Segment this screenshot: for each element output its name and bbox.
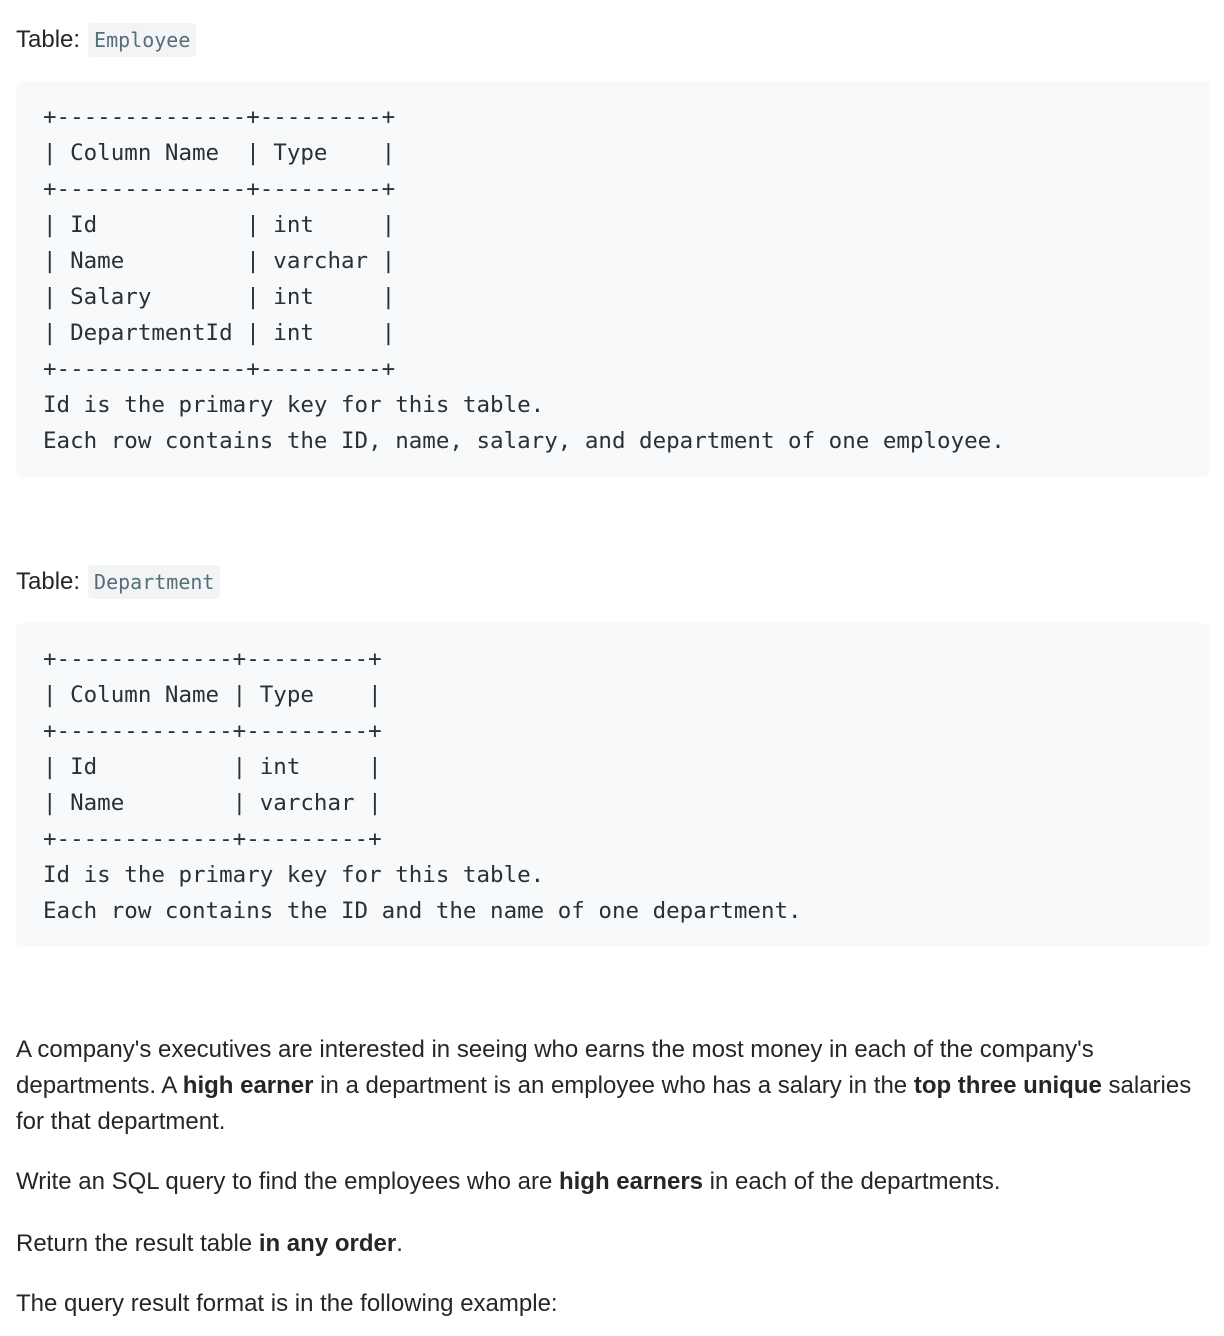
text-run: in each of the departments. (703, 1168, 1001, 1195)
schema-line: +-------------+---------+ (43, 646, 382, 672)
schema-note: Each row contains the ID and the name of one department. (43, 898, 802, 924)
schema-line: | Column Name | Type | (43, 682, 382, 708)
department-schema-block (16, 623, 1210, 947)
department-table-name: Department (88, 565, 220, 599)
schema-line: +--------------+---------+ (43, 176, 396, 202)
description-paragraph (16, 1032, 1210, 1140)
schema-line: +-------------+---------+ (43, 826, 382, 852)
text-run: salaries for that department. (16, 1072, 1192, 1135)
task-paragraph (16, 1164, 1210, 1200)
text-run: in a department is an employee who has a salary in the (313, 1072, 914, 1099)
schema-note: Id is the primary key for this table. (43, 392, 545, 418)
schema-note: Each row contains the ID, name, salary, and department of one employee. (43, 428, 1005, 454)
schema-line: | DepartmentId | int | (43, 320, 396, 346)
format-paragraph: The query result format is in the following example: (16, 1290, 558, 1317)
order-paragraph (16, 1226, 1210, 1262)
schema-line: | Name | varchar | (43, 248, 396, 274)
schema-line: +--------------+---------+ (43, 356, 396, 382)
schema-note: Id is the primary key for this table. (43, 862, 545, 888)
table-label-text: Table: (16, 568, 81, 595)
bold-text: top three unique (913, 1072, 1102, 1099)
schema-line: +--------------+---------+ (43, 104, 396, 130)
text-run: Write an SQL query to find the employees who are (16, 1168, 559, 1195)
schema-line: | Id | int | (43, 754, 382, 780)
employee-table-heading (16, 22, 196, 58)
schema-line: | Salary | int | (43, 284, 396, 310)
table-label-text: Table: (16, 26, 81, 53)
schema-line: | Id | int | (43, 212, 396, 238)
text-run: Return the result table (16, 1230, 259, 1257)
department-table-heading (16, 564, 220, 600)
schema-line: | Name | varchar | (43, 790, 382, 816)
bold-text: in any order (258, 1230, 397, 1257)
text-run: A company's executives are interested in seeing who earns the most money in each of the company's departments. A (16, 1036, 1094, 1099)
text-run: . (396, 1230, 403, 1257)
employee-table-name: Employee (88, 23, 196, 57)
bold-text: high earner (182, 1072, 314, 1099)
schema-line: | Column Name | Type | (43, 140, 396, 166)
bold-text: high earners (558, 1168, 703, 1195)
schema-line: +-------------+---------+ (43, 718, 382, 744)
employee-schema-block (16, 81, 1210, 477)
